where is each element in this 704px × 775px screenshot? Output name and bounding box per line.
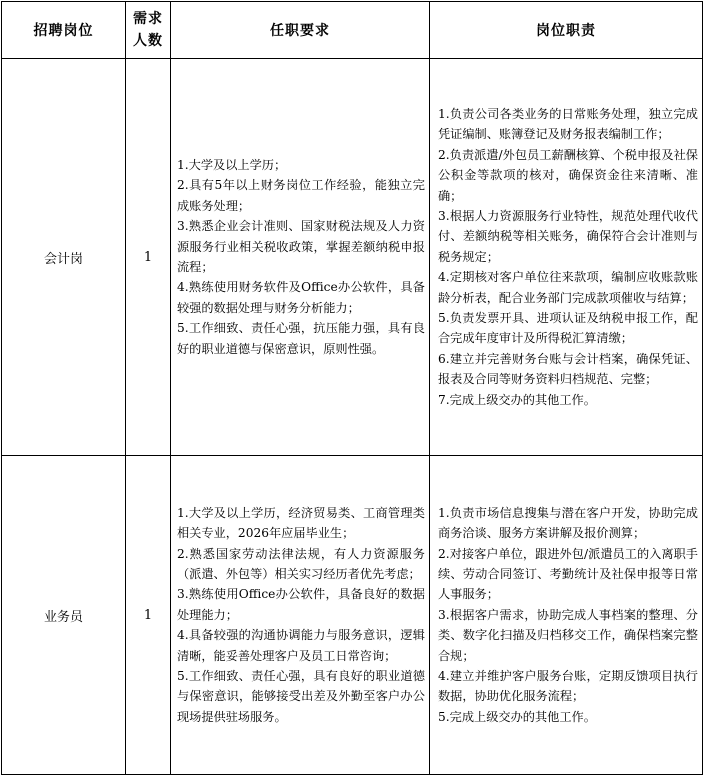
duty-item: 3.根据人力资源服务行业特性，规范处理代收代付、差额纳税等相关账务，确保符合会计准则与税务规定；: [438, 208, 698, 264]
duty-item: 1.负责市场信息搜集与潜在客户开发，协助完成商务洽谈、服务方案讲解及报价测算；: [438, 505, 698, 541]
requirement-item: 3.熟练使用Office办公软件，具备良好的数据处理能力；: [177, 587, 425, 622]
recruitment-table: [1, 1, 703, 775]
header-requirements: 任职要求: [171, 2, 430, 59]
requirement-item: 4.具备较强的沟通协调能力与服务意识，逻辑清晰，能妥善处理客户及员工日常咨询；: [177, 628, 425, 663]
duty-item: 5.完成上级交办的其他工作。: [438, 709, 596, 724]
cell-requirements: [171, 456, 430, 775]
requirement-item: 2.熟悉国家劳动法律法规，有人力资源服务（派遣、外包等）相关实习经历者优先考虑；: [177, 546, 425, 581]
duty-item: 4.建立并维护客户服务台账，定期反馈项目执行数据，协助优化服务流程；: [438, 669, 698, 704]
cell-count: 1: [126, 456, 171, 775]
table-row-accountant: [2, 59, 703, 456]
duty-item: 1.负责公司各类业务的日常账务处理，独立完成凭证编制、账簿登记及财务报表编制工作；: [438, 106, 698, 142]
requirement-item: 3.熟悉企业会计准则、国家财税法规及人力资源服务行业相关税收政策，掌握差额纳税申报流程；: [177, 219, 425, 274]
header-count: [126, 2, 171, 59]
requirement-item: 5.工作细致、责任心强，抗压能力强，具有良好的职业道德与保密意识，原则性强。: [177, 321, 425, 356]
cell-count: 1: [126, 59, 171, 456]
header-count-line1: 需求: [133, 11, 163, 27]
duty-item: 5.负责发票开具、进项认证及纳税申报工作，配合完成年度审计及所得税汇算清缴；: [438, 311, 698, 346]
duty-item: 3.根据客户需求，协助完成人事档案的整理、分类、数字化扫描及归档移交工作，确保档案完整合规；: [438, 607, 698, 663]
requirement-item: 1.大学及以上学历，经济贸易类、工商管理类相关专业，2026年应届毕业生；: [177, 505, 425, 541]
requirement-item: 1.大学及以上学历；: [177, 157, 287, 172]
cell-requirements: [171, 59, 430, 456]
duty-item: 7.完成上级交办的其他工作。: [438, 392, 596, 407]
cell-duties: [430, 59, 703, 456]
requirement-item: 5.工作细致、责任心强，具有良好的职业道德与保密意识，能够接受出差及外勤至客户办公现场提供驻场服务。: [177, 669, 425, 724]
header-duties: 岗位职责: [430, 2, 703, 59]
cell-position: 业务员: [2, 456, 126, 775]
cell-position: 会计岗: [2, 59, 126, 456]
duty-item: 2.负责派遣/外包员工薪酬核算、个税申报及社保公积金等款项的核对，确保资金往来清晰、准确；: [438, 147, 698, 203]
duty-item: 2.对接客户单位，跟进外包/派遣员工的入离职手续、劳动合同签订、考勤统计及社保申报等日常人事服务；: [438, 546, 698, 602]
duty-item: 6.建立并完善财务台账与会计档案，确保凭证、报表及合同等财务资料归档规范、完整；: [438, 351, 698, 387]
header-position: 招聘岗位: [2, 2, 126, 59]
header-row: [2, 2, 703, 59]
duty-item: 4.定期核对客户单位往来款项，编制应收账款账龄分析表，配合业务部门完成款项催收与结算；: [438, 270, 698, 305]
requirement-item: 2.具有5年以上财务岗位工作经验，能独立完成账务处理；: [177, 178, 425, 213]
cell-duties: [430, 456, 703, 775]
header-count-line2: 人数: [133, 33, 163, 49]
requirement-item: 4.熟练使用财务软件及Office办公软件，具备较强的数据处理与财务分析能力；: [177, 280, 425, 315]
table-row-salesperson: [2, 456, 703, 775]
